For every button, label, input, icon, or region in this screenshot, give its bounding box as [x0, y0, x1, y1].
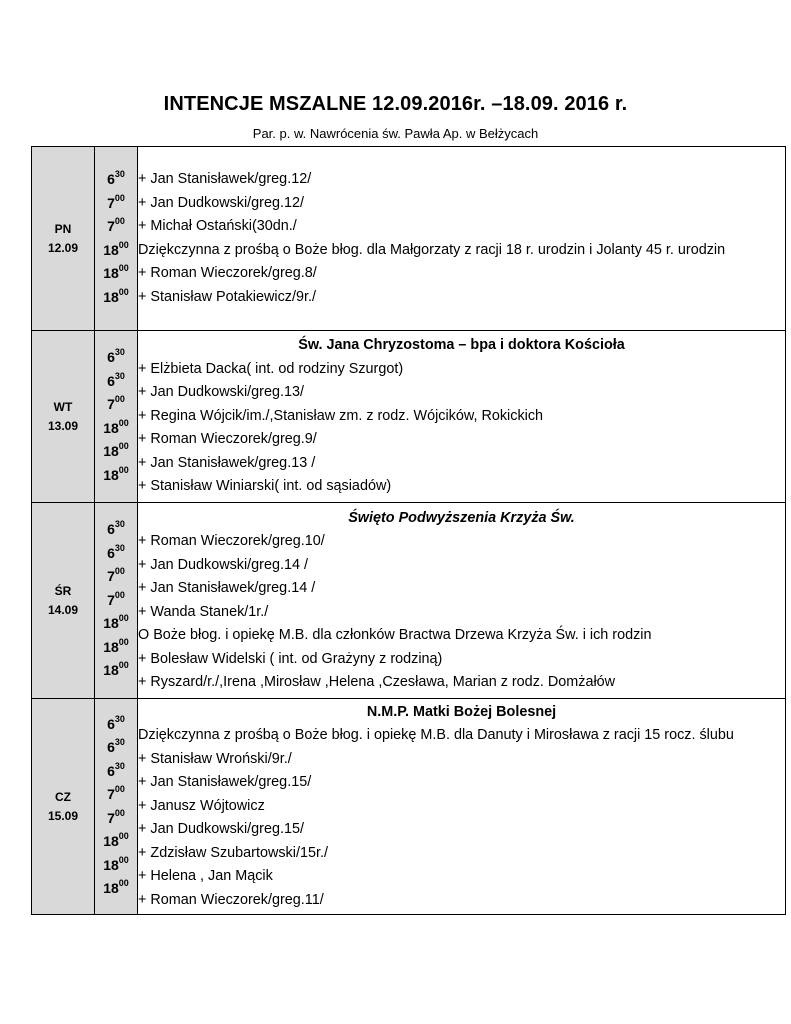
- intention-text: + Jan Dudkowski/greg.14 /: [138, 556, 308, 573]
- mass-time: [95, 636, 137, 660]
- intention-text: + Jan Stanisławek/greg.14 /: [138, 580, 316, 596]
- mass-time-minutes: 30: [114, 542, 125, 553]
- mass-time-minutes: 00: [118, 441, 129, 451]
- mass-time-hour: 18: [103, 419, 119, 436]
- mass-time: [95, 877, 137, 901]
- intention-text: + Jan Stanisławek/greg.13 /: [138, 454, 316, 471]
- mass-time-minutes: 00: [114, 566, 125, 577]
- day-name: ŚR: [54, 583, 72, 598]
- mass-time-minutes: 00: [114, 589, 125, 600]
- intention-text: + Stanisław Wroński/9r./: [138, 750, 292, 767]
- day-cell: [32, 331, 95, 503]
- mass-time-minutes: 30: [114, 737, 125, 747]
- mass-time: [95, 542, 137, 566]
- mass-time: [95, 286, 137, 310]
- day-row: [32, 147, 786, 331]
- intention-text: O Boże błog. i opiekę M.B. dla członków Bractwa Drzewa Krzyża Św. i ich rodzin: [138, 627, 652, 643]
- day-date: 13.09: [47, 418, 79, 433]
- mass-time-hour: 18: [103, 615, 119, 632]
- mass-time-minutes: 00: [114, 216, 125, 226]
- mass-time-hour: 6: [107, 762, 115, 779]
- mass-time-minutes: 00: [118, 831, 129, 841]
- intentions-cell: [138, 503, 786, 699]
- mass-time-hour: 6: [107, 349, 115, 365]
- mass-time-hour: 7: [107, 809, 115, 826]
- mass-time: [95, 417, 137, 441]
- mass-time: [95, 215, 137, 239]
- mass-time: [95, 589, 137, 613]
- mass-time: [95, 393, 137, 417]
- mass-time-hour: 18: [103, 288, 119, 305]
- times-cell: [95, 503, 138, 699]
- mass-time-minutes: 30: [114, 370, 125, 381]
- intention-text: + Jan Stanisławek/greg.12/: [138, 171, 312, 187]
- intention-text: + Jan Stanisławek/greg.15/: [138, 774, 312, 791]
- parish-subtitle: Par. p. w. Nawrócenia św. Pawła Ap. w Bełżycach: [252, 126, 539, 141]
- mass-time-hour: 18: [103, 241, 119, 258]
- mass-time-hour: 18: [103, 833, 119, 849]
- mass-time-hour: 6: [107, 715, 115, 732]
- mass-time-hour: 18: [103, 466, 119, 483]
- day-name: CZ: [55, 789, 71, 804]
- intention-text: + Roman Wieczorek/greg.11/: [138, 891, 324, 908]
- mass-time: [95, 464, 137, 488]
- mass-time: [95, 612, 137, 636]
- mass-time-hour: 7: [107, 591, 115, 608]
- mass-time: [95, 713, 137, 737]
- mass-time: [95, 518, 137, 542]
- intention-text: + Roman Wieczorek/greg.9/: [138, 431, 317, 448]
- mass-time-hour: 6: [107, 171, 115, 187]
- day-cell: [32, 503, 95, 699]
- intention-text: + Ryszard/r./,Irena ,Mirosław ,Helena ,Czesława, Marian z rodz. Domżałów: [138, 674, 616, 690]
- mass-time: [95, 346, 137, 370]
- mass-time-minutes: 00: [114, 192, 125, 203]
- day-cell: [32, 699, 95, 915]
- times-cell: [95, 331, 138, 503]
- intention-text: + Helena , Jan Mącik: [138, 868, 273, 885]
- mass-time-hour: 18: [103, 265, 119, 281]
- mass-time-minutes: 30: [114, 169, 125, 179]
- mass-time-minutes: 00: [118, 613, 129, 624]
- mass-time-minutes: 30: [114, 760, 125, 771]
- intention-text: + Bolesław Widelski ( int. od Grażyny z rodziną): [138, 650, 443, 667]
- feast-title: Święto Podwyższenia Krzyża Św.: [348, 509, 575, 526]
- mass-time: [95, 262, 137, 286]
- mass-time-minutes: 00: [118, 464, 129, 475]
- mass-time-minutes: 00: [118, 286, 129, 297]
- mass-time-hour: 7: [107, 568, 115, 585]
- day-name: WT: [53, 399, 73, 414]
- mass-time: [95, 854, 137, 878]
- mass-time-minutes: 00: [118, 878, 129, 888]
- times-cell: [95, 147, 138, 331]
- day-row: [32, 503, 786, 699]
- mass-time-minutes: 00: [118, 417, 129, 428]
- mass-time-minutes: 00: [118, 854, 129, 865]
- intention-text: + Wanda Stanek/1r./: [138, 603, 269, 620]
- mass-time-hour: 6: [107, 372, 115, 389]
- day-name: PN: [54, 221, 72, 236]
- day-row: [32, 699, 786, 915]
- mass-time: [95, 783, 137, 807]
- intention-text: + Janusz Wójtowicz: [138, 797, 265, 814]
- mass-time-minutes: 00: [118, 263, 129, 273]
- mass-time-minutes: 00: [114, 394, 125, 404]
- intention-text: + Jan Dudkowski/greg.13/: [138, 384, 304, 401]
- mass-time-minutes: 00: [114, 807, 125, 818]
- day-date: 14.09: [47, 602, 79, 617]
- intention-text: Dziękczynna z prośbą o Boże błog. i opiekę M.B. dla Danuty i Mirosława z racji 15 rocz. ślubu: [138, 727, 734, 744]
- mass-time: [95, 760, 137, 784]
- mass-time-minutes: 30: [114, 713, 125, 724]
- mass-time: [95, 565, 137, 589]
- mass-time-hour: 6: [107, 521, 115, 538]
- intention-text: + Stanisław Potakiewicz/9r./: [138, 288, 316, 305]
- intention-text: + Jan Dudkowski/greg.15/: [138, 821, 304, 838]
- mass-time: [95, 370, 137, 394]
- day-date: 15.09: [47, 808, 79, 823]
- mass-time-minutes: 00: [114, 784, 125, 794]
- intentions-cell: [138, 331, 786, 503]
- mass-time: [95, 659, 137, 683]
- mass-time-hour: 18: [103, 638, 119, 655]
- times-cell: [95, 699, 138, 915]
- mass-intentions-table: [31, 146, 786, 915]
- intention-text: + Jan Dudkowski/greg.12/: [138, 194, 304, 211]
- mass-time-hour: 18: [103, 880, 119, 896]
- mass-time: [95, 830, 137, 854]
- mass-time-hour: 7: [107, 194, 115, 211]
- feast-title: N.M.P. Matki Bożej Bolesnej: [366, 703, 557, 720]
- page-title: INTENCJE MSZALNE 12.09.2016r. –18.09. 2016 r.: [163, 93, 628, 115]
- mass-time-minutes: 30: [114, 519, 125, 530]
- intention-text: + Roman Wieczorek/greg.10/: [138, 533, 325, 549]
- intention-text: + Elżbieta Dacka( int. od rodziny Szurgot): [138, 360, 404, 377]
- mass-time-hour: 18: [103, 856, 119, 873]
- mass-time: [95, 239, 137, 263]
- feast-title: Św. Jana Chryzostoma – bpa i doktora Kościoła: [298, 337, 625, 354]
- intention-text: Dziękczynna z prośbą o Boże błog. dla Małgorzaty z racji 18 r. urodzin i Jolanty 45 r. urodzin: [138, 241, 726, 258]
- mass-time-minutes: 30: [114, 347, 125, 357]
- day-cell: [32, 147, 95, 331]
- mass-time-minutes: 00: [118, 636, 129, 647]
- day-row: [32, 331, 786, 503]
- day-date: 12.09: [47, 240, 79, 255]
- intention-text: + Roman Wieczorek/greg.8/: [138, 265, 317, 281]
- mass-time-hour: 6: [107, 544, 115, 561]
- intentions-cell: [138, 699, 786, 915]
- mass-time: [95, 192, 137, 216]
- mass-time-hour: 18: [103, 662, 119, 679]
- mass-time: [95, 440, 137, 464]
- mass-time-hour: 7: [107, 786, 115, 802]
- mass-time-hour: 7: [107, 218, 115, 234]
- mass-time: [95, 168, 137, 192]
- intention-text: + Regina Wójcik/im./,Stanisław zm. z rodz. Wójcików, Rokickich: [138, 407, 544, 424]
- intention-text: + Zdzisław Szubartowski/15r./: [138, 844, 328, 861]
- mass-time-hour: 7: [107, 396, 115, 412]
- mass-time-minutes: 00: [118, 239, 129, 250]
- intention-text: + Stanisław Winiarski( int. od sąsiadów): [138, 478, 392, 495]
- mass-time: [95, 807, 137, 831]
- intentions-cell: [138, 147, 786, 331]
- mass-time-hour: 18: [103, 443, 119, 459]
- mass-time: [95, 736, 137, 760]
- mass-time-hour: 6: [107, 739, 115, 755]
- mass-time-minutes: 00: [118, 660, 129, 671]
- intention-text: + Michał Ostański(30dn./: [138, 218, 297, 234]
